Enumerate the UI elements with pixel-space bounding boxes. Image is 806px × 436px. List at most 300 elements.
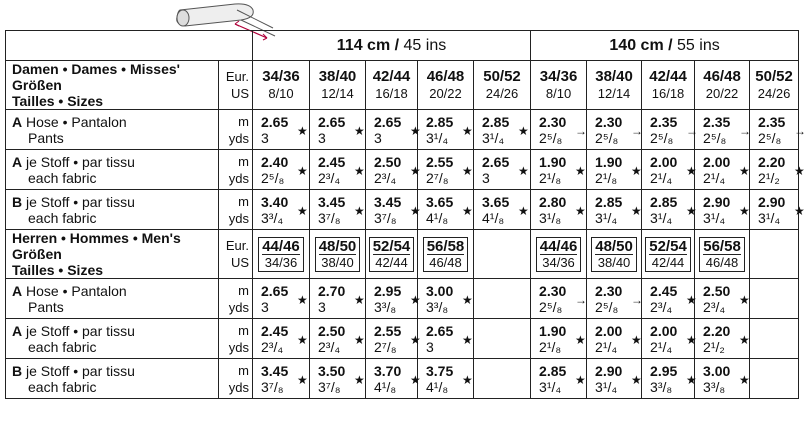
amount-m: 1.90 [595, 153, 623, 170]
amount-cell [474, 319, 531, 359]
star-icon: ★ [739, 333, 750, 347]
amount-yds: 3¹/₄ [703, 209, 726, 226]
size-cell [531, 61, 587, 110]
amount-m: 2.90 [703, 193, 731, 210]
amount-cell [531, 110, 587, 150]
fabric-ins: 45 ins [403, 36, 447, 54]
star-icon: ★ [297, 333, 308, 347]
amount-yds: 2¹/₈ [539, 169, 562, 186]
size-box [315, 237, 361, 272]
amount-yds: 3⁷/₈ [318, 378, 341, 395]
amount-m: 2.00 [650, 322, 678, 339]
row-letter: A [12, 282, 23, 299]
star-icon: ★ [410, 333, 421, 347]
fabric-row-women-0 [6, 110, 219, 150]
amount-yds: 4¹/₈ [482, 209, 505, 226]
star-icon: ★ [631, 164, 642, 178]
size-us: 46/48 [429, 254, 462, 270]
amount-yds: 3¹/₄ [650, 209, 673, 226]
amount-cell [474, 190, 531, 230]
unit-yds: yds [228, 299, 249, 315]
amount-yds: 2¹/₂ [703, 338, 725, 355]
amount-cell [750, 319, 799, 359]
amount-m: 2.35 [758, 113, 786, 130]
star-icon: ★ [739, 164, 750, 178]
row-line-1: je Stoff • par tissu [22, 193, 135, 210]
size-units [219, 230, 253, 279]
amount-m: 2.85 [650, 193, 678, 210]
size-eu: 52/54 [649, 237, 687, 255]
amount-cell [587, 319, 642, 359]
size-eu: 38/40 [595, 68, 633, 85]
amount-cell [418, 110, 474, 150]
amount-cell [310, 319, 366, 359]
row-units [219, 190, 253, 230]
amount-cell [695, 110, 750, 150]
amount-m: 2.80 [539, 193, 567, 210]
amount-cell [418, 190, 474, 230]
row-line-2: each fabric [28, 338, 97, 355]
star-icon: ★ [354, 293, 365, 307]
size-eu: 46/48 [426, 68, 465, 85]
size-box [258, 237, 304, 272]
amount-m: 1.90 [539, 153, 567, 170]
amount-m: 3.00 [426, 282, 454, 299]
amount-m: 1.90 [539, 322, 567, 339]
size-cell [474, 230, 531, 279]
star-icon: ★ [297, 373, 308, 387]
row-line-1: je Stoff • par tissu [22, 153, 135, 170]
fabric-width-1 [253, 31, 531, 61]
amount-cell [310, 279, 366, 319]
fabric-row-women-1 [6, 150, 219, 190]
star-icon: ★ [297, 164, 308, 178]
row-units [219, 359, 253, 399]
amount-cell [310, 110, 366, 150]
amount-cell [474, 279, 531, 319]
size-cell [695, 230, 750, 279]
size-eu: 50/52 [483, 68, 521, 85]
amount-m: 2.85 [426, 113, 454, 130]
unit-eur: Eur. [225, 238, 249, 253]
amount-cell [587, 110, 642, 150]
fabric-cm: 140 cm / [609, 36, 678, 54]
amount-cell [418, 359, 474, 399]
amount-yds: 2⁷/₈ [426, 169, 449, 186]
amount-yds: 2¹/₈ [595, 169, 618, 186]
unit-yds: yds [228, 339, 249, 355]
row-units [219, 110, 253, 150]
amount-yds: 2³/₄ [703, 298, 726, 315]
arrow-right-icon: → [631, 293, 644, 307]
amount-m: 2.20 [703, 322, 731, 339]
amount-yds: 2⁵/₈ [595, 129, 619, 146]
row-line-2: each fabric [28, 169, 97, 186]
amount-cell [418, 150, 474, 190]
amount-yds: 3 [261, 129, 269, 146]
amount-yds: 4¹/₈ [426, 378, 449, 395]
size-us: 20/22 [429, 86, 462, 101]
amount-cell [531, 359, 587, 399]
amount-yds: 2⁵/₈ [650, 129, 674, 146]
amount-cell [474, 110, 531, 150]
size-eu: 56/58 [426, 237, 465, 255]
star-icon: ★ [462, 333, 473, 347]
star-icon: ★ [410, 124, 421, 138]
amount-yds: 3 [374, 129, 382, 146]
amount-cell [253, 150, 310, 190]
amount-m: 2.00 [703, 153, 731, 170]
amount-yds: 3¹/₄ [595, 378, 618, 395]
star-icon: ★ [686, 333, 697, 347]
amount-cell [587, 190, 642, 230]
unit-m: m [238, 362, 249, 378]
amount-yds: 2⁵/₈ [595, 298, 619, 315]
size-cell [474, 61, 531, 110]
amount-yds: 3¹/₄ [539, 378, 562, 395]
amount-yds: 2¹/₄ [595, 338, 618, 355]
amount-cell [750, 279, 799, 319]
amount-cell [695, 190, 750, 230]
amount-yds: 2¹/₈ [539, 338, 562, 355]
amount-yds: 2³/₄ [318, 169, 341, 186]
yardage-table [5, 30, 806, 399]
size-us: 16/18 [375, 86, 408, 101]
amount-m: 2.65 [318, 113, 346, 130]
amount-m: 3.00 [703, 362, 731, 379]
amount-m: 2.50 [318, 322, 346, 339]
star-icon: ★ [739, 293, 750, 307]
amount-yds: 3³/₄ [261, 209, 284, 226]
size-us: 34/36 [264, 254, 298, 270]
amount-cell [418, 279, 474, 319]
size-cell [642, 61, 695, 110]
amount-m: 3.65 [482, 193, 510, 210]
amount-cell [253, 190, 310, 230]
size-box [591, 237, 637, 272]
star-icon: ★ [518, 164, 529, 178]
amount-yds: 2⁷/₈ [374, 338, 397, 355]
star-icon: ★ [410, 293, 421, 307]
size-cell [418, 61, 474, 110]
size-us: 34/36 [542, 254, 575, 270]
star-icon: ★ [794, 204, 805, 218]
star-icon: ★ [410, 164, 421, 178]
heading-line: Größen [12, 77, 62, 93]
row-line-1: Hose • Pantalon [22, 113, 127, 130]
amount-cell [253, 359, 310, 399]
amount-m: 2.40 [261, 153, 289, 170]
unit-m: m [238, 322, 249, 338]
row-line-2: each fabric [28, 378, 97, 395]
unit-m: m [238, 193, 249, 209]
arrow-right-icon: → [575, 293, 588, 307]
size-cell [366, 61, 418, 110]
amount-yds: 3 [482, 169, 490, 186]
amount-yds: 3¹/₄ [426, 129, 449, 146]
amount-cell [642, 319, 695, 359]
unit-eur: Eur. [225, 69, 249, 84]
heading-line: Herren • Hommes • Men's [12, 230, 181, 246]
fabric-row-men-0 [6, 279, 219, 319]
star-icon: ★ [410, 373, 421, 387]
star-icon: ★ [575, 164, 586, 178]
amount-m: 3.40 [261, 193, 289, 210]
size-cell [253, 230, 310, 279]
size-eu: 42/44 [649, 68, 687, 85]
amount-m: 2.90 [595, 362, 623, 379]
heading-line: Größen [12, 246, 62, 262]
amount-m: 2.85 [595, 193, 623, 210]
amount-m: 2.85 [482, 113, 510, 130]
fabric-width-2 [531, 31, 799, 61]
star-icon: ★ [575, 333, 586, 347]
star-icon: ★ [575, 204, 586, 218]
amount-m: 2.85 [539, 362, 567, 379]
amount-yds: 2¹/₄ [650, 338, 673, 355]
amount-cell [750, 359, 799, 399]
amount-yds: 4¹/₈ [374, 378, 397, 395]
size-eu: 42/44 [372, 68, 411, 85]
size-cell [531, 230, 587, 279]
size-units [219, 61, 253, 110]
amount-m: 3.45 [374, 193, 402, 210]
amount-yds: 2⁵/₈ [539, 129, 563, 146]
row-line-2: Pants [28, 298, 64, 315]
amount-cell [474, 359, 531, 399]
unit-yds: yds [228, 210, 249, 226]
amount-m: 2.45 [650, 282, 678, 299]
size-box [645, 237, 691, 272]
amount-m: 2.95 [650, 362, 678, 379]
amount-m: 2.50 [703, 282, 731, 299]
amount-m: 3.45 [318, 193, 346, 210]
amount-cell [310, 190, 366, 230]
size-eu: 48/50 [595, 237, 633, 255]
size-cell [418, 230, 474, 279]
row-letter: B [12, 193, 23, 210]
size-us: 12/14 [321, 86, 354, 101]
star-icon: ★ [462, 124, 473, 138]
amount-yds: 3 [318, 298, 326, 315]
star-icon: ★ [739, 204, 750, 218]
amount-cell [531, 319, 587, 359]
amount-cell [695, 319, 750, 359]
size-box [423, 237, 469, 272]
amount-yds: 2³/₄ [261, 338, 284, 355]
size-cell [750, 61, 799, 110]
amount-cell [642, 150, 695, 190]
amount-yds: 3 [261, 298, 269, 315]
row-letter: A [12, 113, 23, 130]
size-cell [587, 230, 642, 279]
section-heading-women [6, 61, 219, 110]
amount-cell [642, 190, 695, 230]
amount-m: 3.70 [374, 362, 402, 379]
star-icon: ★ [354, 124, 365, 138]
heading-line: Tailles • Sizes [12, 93, 104, 109]
amount-cell [587, 279, 642, 319]
amount-cell [253, 110, 310, 150]
size-cell [253, 61, 310, 110]
row-line-2: each fabric [28, 209, 97, 226]
size-us: 20/22 [705, 86, 739, 101]
amount-m: 3.50 [318, 362, 346, 379]
amount-yds: 3³/₈ [374, 298, 397, 315]
arrow-right-icon: → [575, 124, 588, 138]
arrow-right-icon: → [631, 124, 644, 138]
star-icon: ★ [297, 124, 308, 138]
size-us: 38/40 [321, 254, 354, 270]
size-us: 16/18 [651, 86, 685, 101]
amount-m: 2.90 [758, 193, 786, 210]
size-us: 38/40 [597, 254, 631, 270]
star-icon: ★ [739, 373, 750, 387]
size-box [369, 237, 415, 272]
amount-cell [750, 110, 806, 150]
amount-cell [310, 150, 366, 190]
size-us: 8/10 [268, 86, 294, 101]
unit-m: m [238, 153, 249, 169]
amount-yds: 4¹/₈ [426, 209, 449, 226]
amount-cell [642, 359, 695, 399]
size-cell [750, 230, 799, 279]
unit-m: m [238, 113, 249, 129]
size-box [536, 237, 582, 272]
fabric-row-men-1 [6, 319, 219, 359]
amount-m: 2.95 [374, 282, 402, 299]
arrow-right-icon: → [794, 124, 806, 138]
amount-m: 3.45 [261, 362, 289, 379]
star-icon: ★ [794, 164, 805, 178]
header-empty [6, 31, 253, 61]
size-eu: 52/54 [372, 237, 411, 255]
star-icon: ★ [686, 373, 697, 387]
unit-yds: yds [228, 130, 249, 146]
star-icon: ★ [297, 293, 308, 307]
star-icon: ★ [354, 204, 365, 218]
row-units [219, 150, 253, 190]
size-us: 46/48 [705, 254, 739, 270]
amount-m: 2.45 [318, 153, 346, 170]
amount-m: 2.30 [595, 113, 623, 130]
amount-cell [587, 150, 642, 190]
amount-cell [366, 150, 421, 190]
star-icon: ★ [631, 373, 642, 387]
amount-yds: 2³/₄ [318, 338, 341, 355]
amount-m: 2.65 [261, 282, 289, 299]
fabric-row-men-2 [6, 359, 219, 399]
amount-cell [253, 279, 310, 319]
amount-m: 2.00 [595, 322, 623, 339]
size-box [699, 237, 745, 272]
arrow-right-icon: → [739, 124, 752, 138]
amount-cell [366, 190, 421, 230]
row-units [219, 319, 253, 359]
amount-yds: 2⁵/₈ [261, 169, 285, 186]
amount-cell [310, 359, 366, 399]
row-units [219, 279, 253, 319]
amount-cell [366, 359, 421, 399]
unit-m: m [238, 282, 249, 298]
size-eu: 44/46 [262, 237, 300, 255]
amount-yds: 2⁵/₈ [758, 129, 782, 146]
size-eu: 46/48 [703, 68, 741, 85]
amount-cell [695, 359, 750, 399]
star-icon: ★ [354, 164, 365, 178]
unit-yds: yds [228, 379, 249, 395]
star-icon: ★ [631, 204, 642, 218]
amount-m: 2.65 [482, 153, 510, 170]
amount-cell [531, 190, 587, 230]
amount-yds: 3¹/₄ [595, 209, 618, 226]
size-us: 24/26 [757, 86, 791, 101]
amount-yds: 2⁵/₈ [539, 298, 563, 315]
star-icon: ★ [462, 373, 473, 387]
fabric-cm: 114 cm / [336, 36, 404, 54]
size-us: 12/14 [597, 86, 631, 101]
amount-m: 2.55 [426, 153, 454, 170]
amount-m: 2.20 [758, 153, 786, 170]
amount-cell [531, 279, 587, 319]
size-eu: 48/50 [318, 237, 357, 255]
unit-us: US [230, 86, 249, 101]
row-letter: B [12, 362, 23, 379]
row-line-1: je Stoff • par tissu [22, 322, 135, 339]
amount-cell [366, 279, 421, 319]
amount-m: 3.65 [426, 193, 454, 210]
star-icon: ★ [575, 373, 586, 387]
size-cell [310, 230, 366, 279]
size-us: 42/44 [651, 254, 685, 270]
size-cell [310, 61, 366, 110]
amount-m: 2.35 [703, 113, 731, 130]
amount-m: 2.55 [374, 322, 402, 339]
amount-m: 2.50 [374, 153, 402, 170]
size-us: 8/10 [545, 86, 572, 101]
amount-yds: 2¹/₄ [703, 169, 726, 186]
fabric-ins: 55 ins [677, 36, 720, 54]
amount-cell [253, 319, 310, 359]
amount-cell [366, 110, 421, 150]
size-eu: 34/36 [539, 68, 578, 85]
amount-yds: 2³/₄ [374, 169, 397, 186]
amount-yds: 3⁷/₈ [261, 378, 284, 395]
fabric-row-women-2 [6, 190, 219, 230]
star-icon: ★ [686, 164, 697, 178]
star-icon: ★ [354, 373, 365, 387]
amount-cell [366, 319, 421, 359]
amount-m: 3.75 [426, 362, 454, 379]
arrow-right-icon: → [686, 124, 699, 138]
amount-m: 2.35 [650, 113, 678, 130]
amount-yds: 3 [426, 338, 434, 355]
amount-cell [587, 359, 642, 399]
amount-yds: 3¹/₈ [539, 209, 562, 226]
amount-yds: 3⁷/₈ [374, 209, 397, 226]
row-letter: A [12, 322, 23, 339]
section-heading-men [6, 230, 219, 279]
star-icon: ★ [297, 204, 308, 218]
amount-yds: 2¹/₂ [758, 169, 780, 186]
row-line-2: Pants [28, 129, 64, 146]
amount-cell [695, 150, 750, 190]
amount-cell [642, 110, 699, 150]
amount-m: 2.65 [261, 113, 289, 130]
amount-cell [531, 150, 587, 190]
heading-line: Tailles • Sizes [12, 262, 104, 278]
amount-yds: 3⁷/₈ [318, 209, 341, 226]
